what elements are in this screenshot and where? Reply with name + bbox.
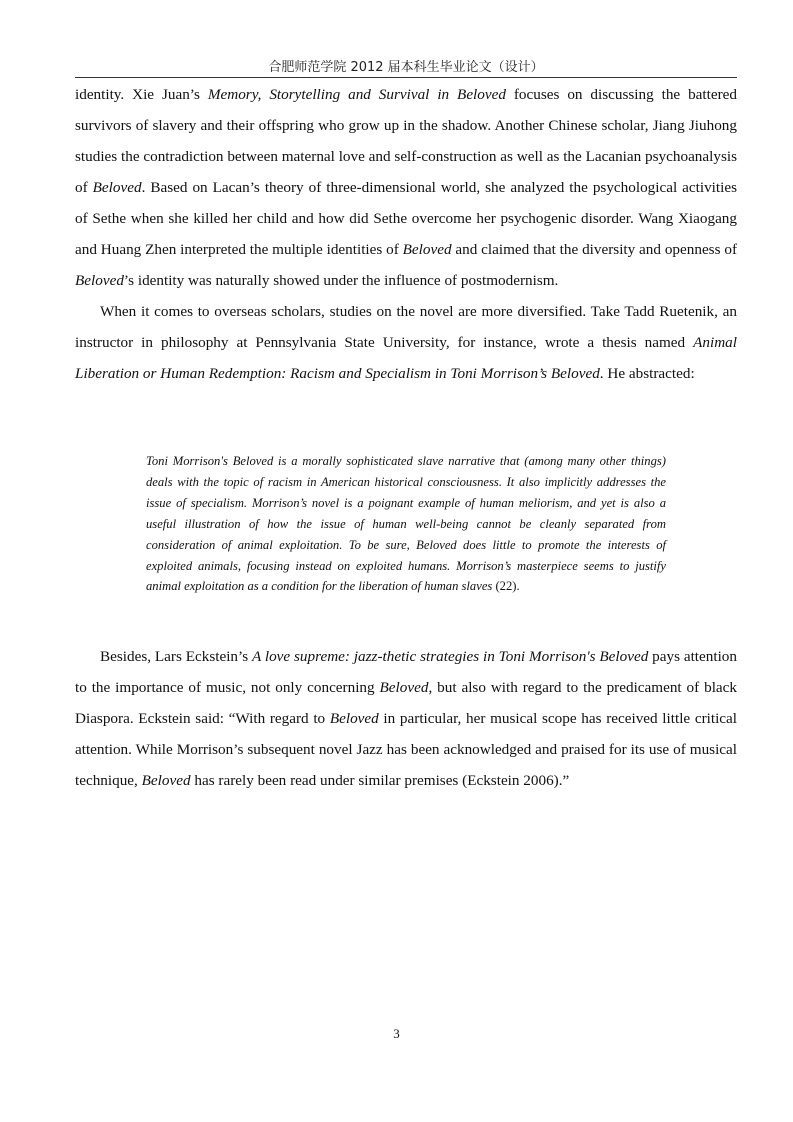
title-italic: Beloved [329, 710, 379, 727]
text-span: . Based on Lacan’s theory of three-dimensional world, she analyzed the psychological activities of Sethe when she killed her child and how did Sethe overcome her psychogenic disorder. Wang Xiaogang and Huang Zhen interpreted the multiple identities of [75, 179, 737, 258]
text-span: identity. Xie Juan’s [75, 86, 208, 103]
title-italic: Beloved [92, 179, 142, 196]
text-span: . He abstracted: [599, 365, 695, 382]
title-italic: Beloved [379, 679, 429, 696]
text-span: and claimed that the diversity and openness of [451, 241, 737, 258]
paragraph-2 [75, 296, 737, 389]
title-italic: Beloved [402, 241, 452, 258]
text-span: When it comes to overseas scholars, studies on the novel are more diversified. Take Tadd Ruetenik, an instructor in philosophy at Pennsylvania State University, for instance, wrote a thesis named [75, 303, 737, 351]
title-italic: Animal Liberation or Human Redemption: Racism and Specialism in Toni Morrison’s Beloved [75, 334, 737, 382]
paragraph-3 [75, 641, 737, 796]
paragraph-1 [75, 79, 737, 296]
title-italic: Memory, Storytelling and Survival in Beloved [207, 86, 506, 103]
text-span: pays attention to the importance of music, not only concerning [75, 648, 737, 696]
page-number: 3 [393, 1026, 400, 1041]
quote-text: Toni Morrison's Beloved is a morally sophisticated slave narrative that (among many other things) deals with the topic of racism in American historical consciousness. It also implicitly addresses the issue of specialism. Morrison’s novel is a poignant example of human meliorism, and yet is also a useful illustration of how the issue of human well-being cannot be cleanly separated from consideration of animal exploitation. To be sure, Beloved does little to promote the interests of exploited animals, focusing instead on exploited humans. Morrison’s masterpiece seems to justify animal exploitation as a condition for the liberation of human slaves [146, 454, 666, 594]
text-span: ’s identity was naturally showed under the influence of postmodernism. [123, 272, 559, 289]
text-span: Besides, Lars Eckstein’s [100, 648, 253, 665]
text-span: , but also with regard to the predicament of black Diaspora. Eckstein said: “With regard to [75, 679, 737, 727]
running-header: 合肥师范学院 2012 届本科生毕业论文（设计） [268, 60, 544, 75]
block-quote [146, 451, 666, 597]
body-text-top [75, 79, 737, 389]
header-divider [75, 77, 737, 78]
text-span: has rarely been read under similar premises (Eckstein 2006).” [190, 772, 570, 789]
title-italic: Beloved [141, 772, 191, 789]
quote-citation: (22). [492, 579, 520, 594]
text-span: focuses on discussing the battered survivors of slavery and their offspring who grow up in the shadow. Another Chinese scholar, Jiang Jiuhong studies the contradiction between maternal love and self-construction as well as the Lacanian psychoanalysis of [75, 86, 737, 196]
text-span: in particular, her musical scope has received little critical attention. While Morrison’s subsequent novel Jazz has been acknowledged and praised for its use of musical technique, [75, 710, 737, 789]
title-italic: A love supreme: jazz-thetic strategies in Toni Morrison's Beloved [252, 648, 649, 665]
body-text-bottom [75, 641, 737, 796]
title-italic: Beloved [75, 272, 124, 289]
